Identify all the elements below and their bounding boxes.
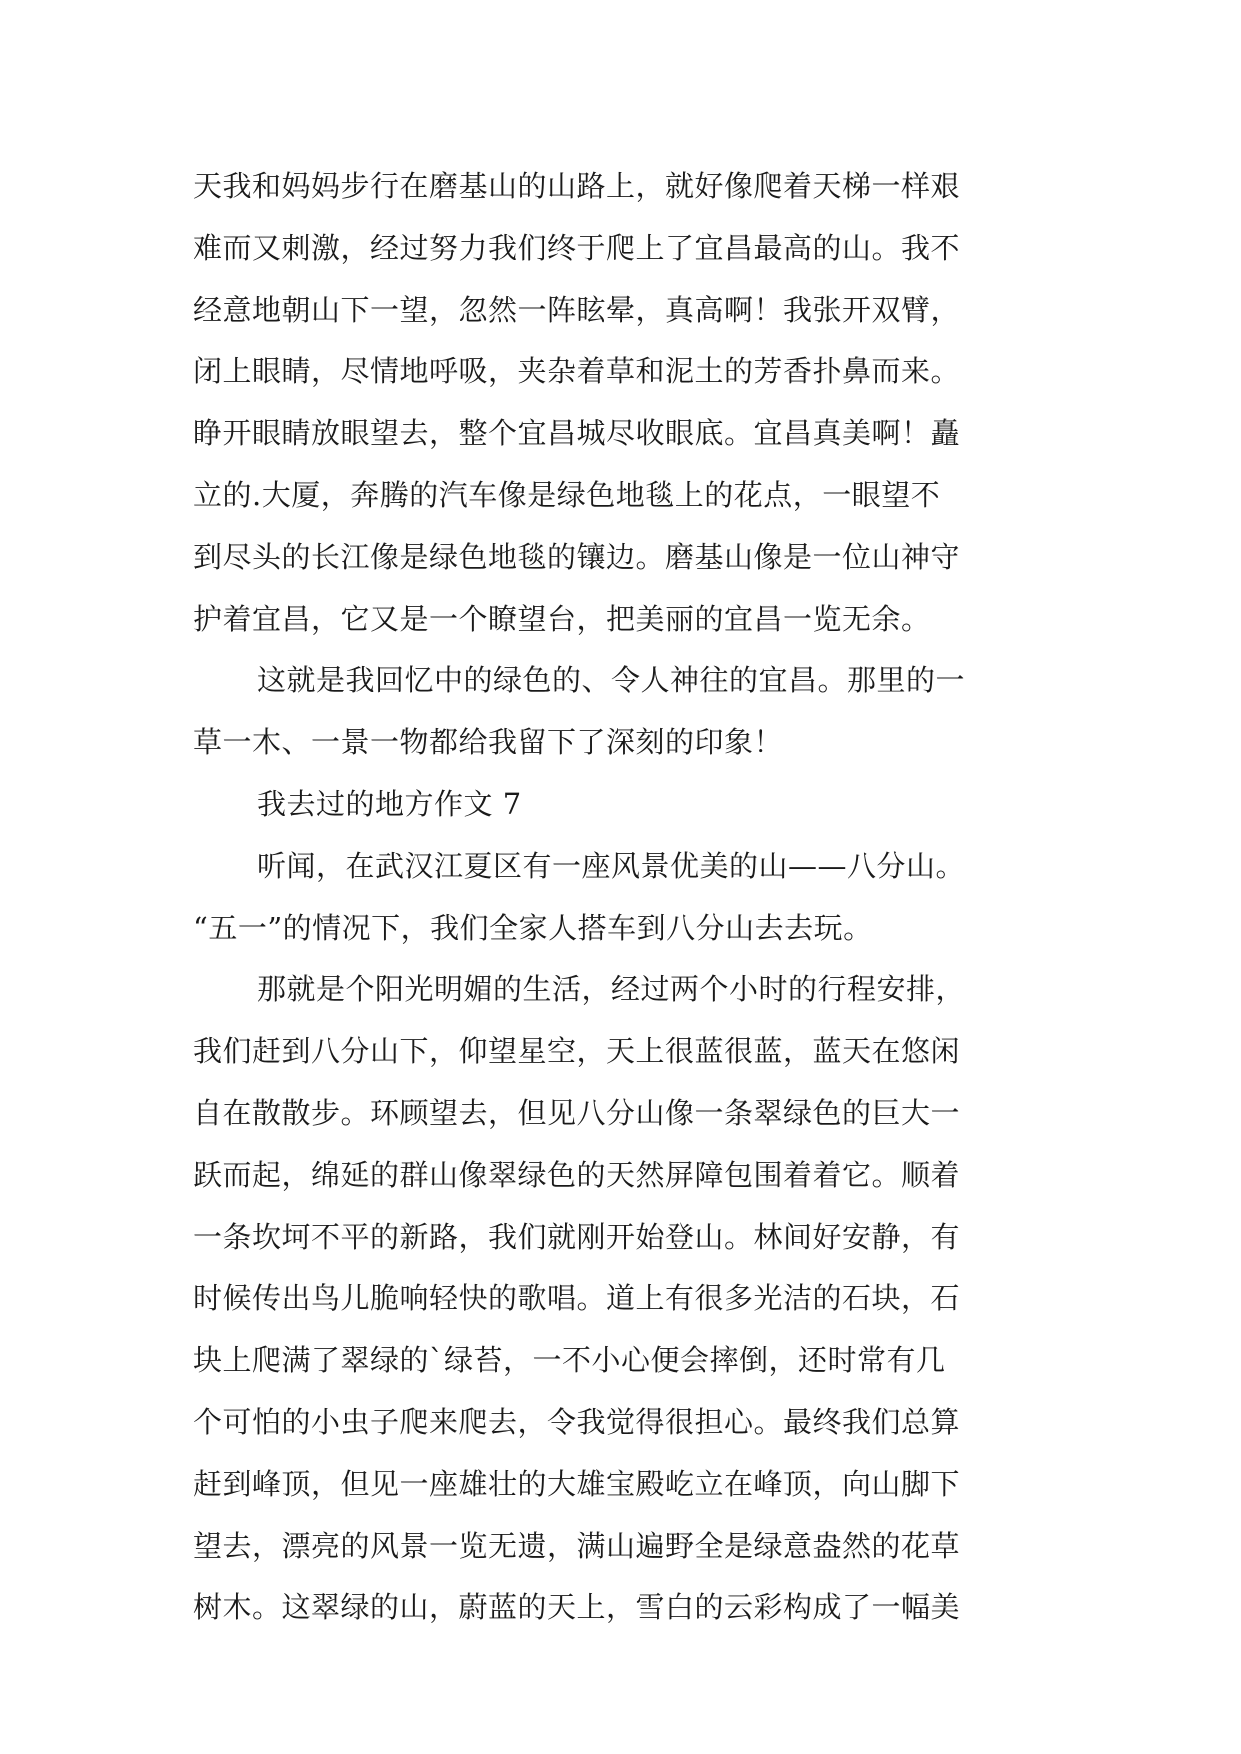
paragraph-start-line: 听闻，在武汉江夏区有一座风景优美的山——八分山。 <box>257 848 966 883</box>
text-line: 我们赶到八分山下，仰望星空，天上很蓝很蓝，蓝天在悠闲 <box>193 1034 961 1069</box>
text-line: 天我和妈妈步行在磨基山的山路上，就好像爬着天梯一样艰 <box>193 169 961 203</box>
article-body <box>193 156 1063 1639</box>
essay-heading: 我去过的地方作文 7 <box>257 786 522 821</box>
text-line: 经意地朝山下一望，忽然一阵眩晕，真高啊！我张开双臂， <box>193 292 961 327</box>
text-line: 一条坎坷不平的新路，我们就刚开始登山。林间好安静，有 <box>193 1219 961 1254</box>
text-line: 块上爬满了翠绿的`绿苔，一不小心便会摔倒，还时常有几 <box>193 1343 946 1378</box>
text-line: 赶到峰顶，但见一座雄壮的大雄宝殿屹立在峰顶，向山脚下 <box>193 1466 961 1501</box>
text-line: 到尽头的长江像是绿色地毯的镶边。磨基山像是一位山神守 <box>193 539 961 574</box>
text-line: 闭上眼睛，尽情地呼吸，夹杂着草和泥土的芳香扑鼻而来。 <box>193 354 961 389</box>
text-line: 立的.大厦，奔腾的汽车像是绿色地毯上的花点，一眼望不 <box>193 477 941 512</box>
text-line: 个可怕的小虫子爬来爬去，令我觉得很担心。最终我们总算 <box>193 1404 961 1439</box>
text-line: 草一木、一景一物都给我留下了深刻的印象！ <box>193 725 784 760</box>
paragraph-start-line: 那就是个阳光明媚的生活，经过两个小时的行程安排， <box>257 972 966 1007</box>
text-line: 护着宜昌，它又是一个瞭望台，把美丽的宜昌一览无余。 <box>193 601 931 636</box>
text-line: 跃而起，绵延的群山像翠绿色的天然屏障包围着着它。顺着 <box>193 1157 961 1192</box>
text-line: 自在散散步。环顾望去，但见八分山像一条翠绿色的巨大一 <box>193 1095 961 1130</box>
text-line: 望去，漂亮的风景一览无遗，满山遍野全是绿意盎然的花草 <box>193 1528 961 1563</box>
text-line: 时候传出鸟儿脆响轻快的歌唱。道上有很多光洁的石块，石 <box>193 1281 961 1316</box>
text-line: “五一”的情况下，我们全家人搭车到八分山去去玩。 <box>193 910 873 945</box>
paragraph-start-line: 这就是我回忆中的绿色的、令人神往的宜昌。那里的一 <box>257 663 966 698</box>
text-line: 树木。这翠绿的山，蔚蓝的天上，雪白的云彩构成了一幅美 <box>193 1590 961 1625</box>
text-line: 难而又刺激，经过努力我们终于爬上了宜昌最高的山。我不 <box>193 230 961 265</box>
text-line: 睁开眼睛放眼望去，整个宜昌城尽收眼底。宜昌真美啊！矗 <box>193 416 961 451</box>
